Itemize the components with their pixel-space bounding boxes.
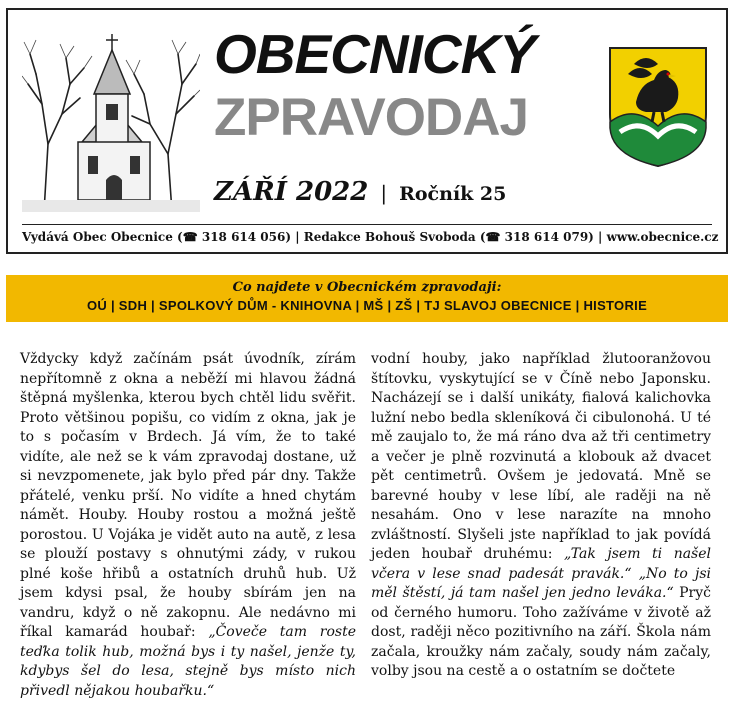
article-text: Vždycky když začínám psát úvodník, zírám nepřítomně z okna a neběží mi hlavou žádná štěpná myšlenka, kterou bych chtěl lidu svěřit. Proto většinou popišu, co vidím z okna, jak je to s počasím v Brdech. Já vím, že to také vidíte, ale než se k vám zpravodaj dostane, už si nevzpomenete, jak bylo před pár dny. Takže přátelé, venku prší. No vidíte a hned chytám námět. Houby. Houby rostou a možná ještě porostou. U Vojáka je vidět auto na autě, z lesa se plouží postavy s ohnutými zády, v rukou plné koše hřibů a ostatních druhů hub. Už jsem kdysi psal, že houby sbírám jen na vandru, když o ně zakopnu. Ale nedávno mi říkal kamarád houbař: xyxy=(20,351,356,640)
article-quote: „Čoveče tam roste teďka tolik hub, možná bys i ty našel, jenže ty, kdybys šel do lesa, stejně bys místo nich přivedl nějakou houbařku.“ xyxy=(20,624,356,699)
article-column-2 xyxy=(371,350,711,682)
article-column-1 xyxy=(20,350,356,701)
masthead xyxy=(6,8,728,254)
issue-info xyxy=(214,178,506,208)
masthead-divider xyxy=(22,224,712,225)
contents-box xyxy=(6,275,728,322)
article-quote: „Tak jsem ti našel včera v lese snad padesát pravák.“ xyxy=(371,546,711,582)
publisher-info: Vydává Obec Obecnice (☎ 318 614 056) | Redakce Bohouš Svoboda (☎ 318 614 079) | www.obecnice.cz xyxy=(22,230,719,244)
church-illustration xyxy=(22,24,200,212)
article-quote: „No to jsi měl štěstí, já tam našel jen jedno leváka.“ xyxy=(371,565,711,601)
issue-separator: | xyxy=(380,181,388,205)
article-text xyxy=(632,566,639,582)
contents-heading: Co najdete v Obecnickém zpravodaji: xyxy=(232,280,502,295)
coat-of-arms-icon xyxy=(606,44,710,170)
article-paragraph xyxy=(20,350,356,701)
article-paragraph xyxy=(371,350,711,682)
article-text: vodní houby, jako například žlutooranžovou štítovku, vyskytující se v Číně nebo Japonsku. Nacházejí se i další unikáty, fialová kalichovka lužní nebo bedla skleníková či cibulonohá. U té mě zaujalo to, že má ráno dva až tři centimetry a večer je plně rozvinutá a klobouk až dvacet pět centimetrů. Ovšem je jedovatá. Mně se barevné houby v lese líbí, ale raději na ně nesahám. Ono v lese narazíte na mnoho zvláštností. Slyšeli jste například to jak povídá jeden houbař druhému: xyxy=(371,351,711,562)
article-text: Pryč od černého humoru. Toho zažíváme v životě až dost, raději něco pozitivního na září. Škola nám začala, kroužky nám začaly, soudy nám začaly, volby jsou na cestě a o ostatním se dočtete xyxy=(371,585,712,679)
issue-volume: Ročník 25 xyxy=(399,183,507,205)
title-line-2: ZPRAVODAJ xyxy=(214,88,528,147)
issue-date: ZÁŘÍ 2022 xyxy=(214,177,369,207)
title-line-1: OBECNICKÝ xyxy=(214,23,536,85)
contents-sections: OÚ | SDH | SPOLKOVÝ DŮM - KNIHOVNA | MŠ | ZŠ | TJ SLAVOJ OBECNICE | HISTORIE xyxy=(86,298,648,313)
